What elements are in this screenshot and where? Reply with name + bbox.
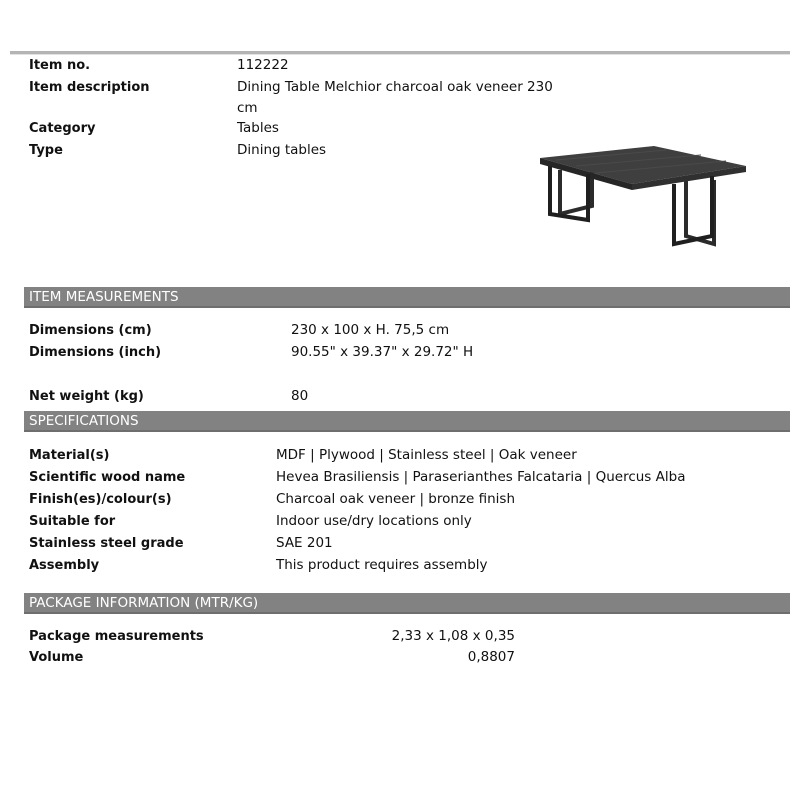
net-weight-value: 80 bbox=[291, 388, 309, 404]
assembly-value: This product requires assembly bbox=[276, 557, 488, 573]
dimensions-inch-value: 90.55" x 39.37" x 29.72" H bbox=[291, 344, 474, 360]
section-item-measurements: ITEM MEASUREMENTS bbox=[24, 287, 790, 308]
section-specifications: SPECIFICATIONS bbox=[24, 411, 790, 432]
steel-grade-value: SAE 201 bbox=[276, 535, 333, 551]
material-value: MDF | Plywood | Stainless steel | Oak veneer bbox=[276, 447, 577, 463]
type-label: Type bbox=[29, 143, 63, 158]
type-value: Dining tables bbox=[237, 142, 327, 158]
item-no-label: Item no. bbox=[29, 58, 91, 73]
wood-name-label: Scientific wood name bbox=[29, 470, 186, 485]
volume-value: 0,8807 bbox=[467, 649, 515, 665]
finish-label: Finish(es)/colour(s) bbox=[29, 492, 172, 507]
steel-grade-label: Stainless steel grade bbox=[29, 536, 184, 551]
material-label: Material(s) bbox=[29, 448, 110, 463]
top-rule bbox=[10, 51, 790, 55]
item-description-label: Item description bbox=[29, 80, 150, 95]
volume-label: Volume bbox=[29, 650, 84, 665]
assembly-label: Assembly bbox=[29, 558, 100, 573]
item-description-value: Dining Table Melchior charcoal oak veneer 230 cm bbox=[237, 79, 553, 116]
dimensions-inch-label: Dimensions (inch) bbox=[29, 345, 162, 360]
finish-value: Charcoal oak veneer | bronze finish bbox=[276, 491, 516, 507]
dining-table-image bbox=[536, 144, 750, 254]
section-package-information: PACKAGE INFORMATION (MTR/KG) bbox=[24, 593, 790, 614]
suitable-for-value: Indoor use/dry locations only bbox=[276, 513, 472, 529]
dimensions-cm-value: 230 x 100 x H. 75,5 cm bbox=[291, 322, 450, 338]
category-label: Category bbox=[29, 121, 96, 136]
category-value: Tables bbox=[237, 120, 279, 136]
item-no-value: 112222 bbox=[237, 57, 289, 73]
net-weight-label: Net weight (kg) bbox=[29, 389, 144, 404]
package-measurements-label: Package measurements bbox=[29, 629, 204, 644]
suitable-for-label: Suitable for bbox=[29, 514, 116, 529]
package-measurements-value: 2,33 x 1,08 x 0,35 bbox=[391, 628, 515, 644]
dimensions-cm-label: Dimensions (cm) bbox=[29, 323, 152, 338]
wood-name-value: Hevea Brasiliensis | Paraserianthes Falcataria | Quercus Alba bbox=[276, 469, 686, 485]
